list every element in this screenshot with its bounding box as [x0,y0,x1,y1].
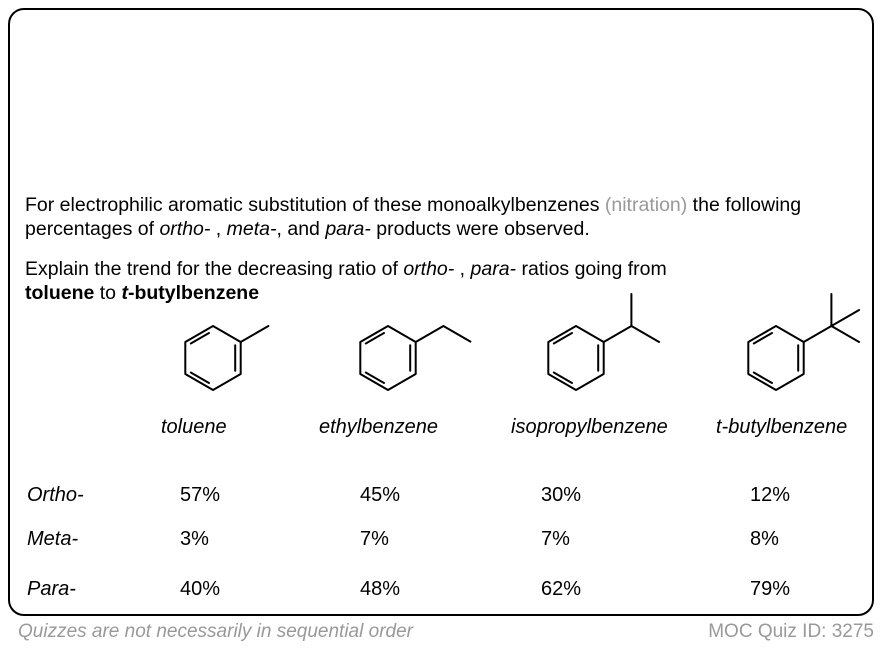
toluene-structure [170,316,280,396]
q2-butylbenzene: -butylbenzene [127,282,260,304]
benzene-ring [748,294,859,390]
benzene-ring [360,326,471,390]
question-paragraph-2 [25,257,845,305]
q2-text-a: Explain the trend for the decreasing ratio of [25,258,404,280]
q1-ortho: ortho- [159,218,211,240]
quiz-id: MOC Quiz ID: 3275 [708,621,874,642]
nitration-hint: (nitration) [604,194,688,216]
q1-text-e: products were observed. [370,218,590,240]
meta-toluene-value: 3% [180,528,209,550]
q1-text-b: the following percentages of [25,194,802,240]
q2-text-c: ratios going from [516,258,667,280]
q1-text-c: , [210,218,227,240]
q1-para: para- [325,218,371,240]
row-label-para: Para- [27,578,76,600]
q2-text-b: , [454,258,471,280]
ortho-isopropylbenzene-value: 30% [541,484,582,506]
compound-name-toluene: toluene [161,416,227,438]
compound-name-isopropylbenzene: isopropylbenzene [511,416,668,438]
para-t-butylbenzene-value: 79% [750,578,791,600]
q2-ortho: ortho- [403,258,455,280]
benzene-ring [185,326,268,390]
compound-name-t-butylbenzene: t-butylbenzene [716,416,848,438]
para-ethylbenzene-value: 48% [360,578,401,600]
meta-isopropylbenzene-value: 7% [541,528,570,550]
ortho-t-butylbenzene-value: 12% [750,484,791,506]
isopropylbenzene-structure [533,286,673,396]
ethylbenzene-structure [345,316,485,396]
row-label-ortho: Ortho- [27,484,84,506]
ortho-toluene-value: 57% [180,484,221,506]
question-paragraph-1 [25,193,845,241]
meta-ethylbenzene-value: 7% [360,528,389,550]
benzene-ring [548,294,659,390]
para-isopropylbenzene-value: 62% [541,578,582,600]
q2-toluene: toluene [25,282,95,304]
sequence-note: Quizzes are not necessarily in sequential order [18,621,413,642]
para-toluene-value: 40% [180,578,221,600]
q1-text-a: For electrophilic aromatic substitution of these monoalkylbenzenes [25,194,605,216]
q1-text-d: , and [276,218,326,240]
q1-meta: meta- [226,218,277,240]
q2-text-d: to [94,282,122,304]
row-label-meta: Meta- [27,528,79,550]
q2-para: para- [470,258,517,280]
compound-name-ethylbenzene: ethylbenzene [319,416,438,438]
t-butylbenzene-structure [733,286,873,396]
q2-t-prefix: t [121,282,128,304]
ortho-ethylbenzene-value: 45% [360,484,401,506]
meta-t-butylbenzene-value: 8% [750,528,779,550]
